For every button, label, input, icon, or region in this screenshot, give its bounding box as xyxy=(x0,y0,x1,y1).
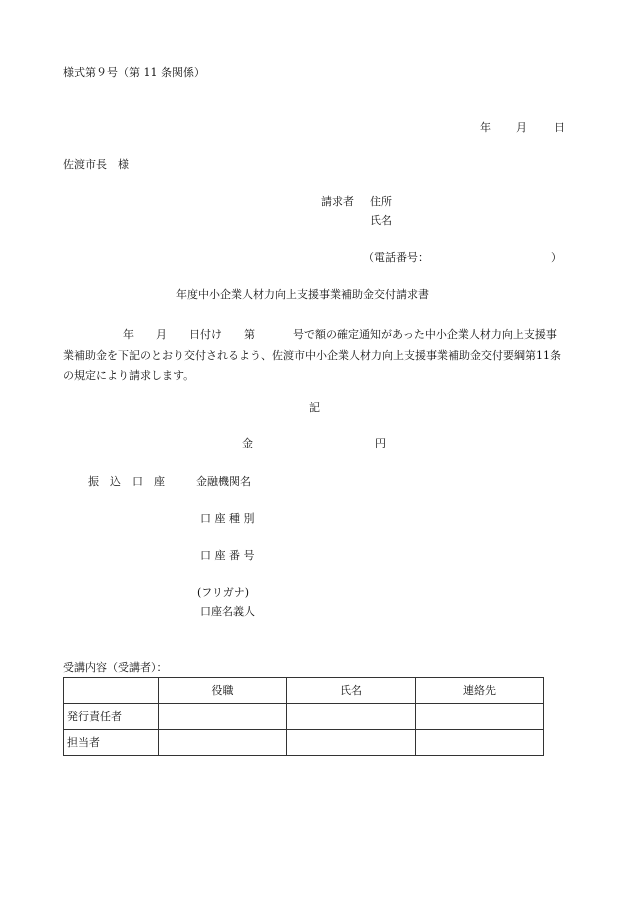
addressee: 佐渡市長 様 xyxy=(63,158,129,171)
form-number-label: 様式第９号（第 11 条関係） xyxy=(63,66,205,79)
header-cell-contact: 連絡先 xyxy=(416,678,544,704)
cell-position xyxy=(159,704,287,730)
bank-account-type-label: 口 座 種 別 xyxy=(200,512,255,525)
bank-furigana-label: (フリガナ) xyxy=(197,586,250,599)
header-cell-name: 氏名 xyxy=(287,678,416,704)
ki-heading: 記 xyxy=(309,401,320,414)
date-month-label: 月 xyxy=(516,121,527,134)
attendees-caption: 受講内容（受講者）： xyxy=(63,661,168,674)
bank-institution-label: 金融機関名 xyxy=(196,475,251,488)
table-row xyxy=(64,730,544,756)
applicant-address-label: 住所 xyxy=(370,195,392,208)
row-label-publisher: 発行責任者 xyxy=(64,704,159,730)
applicant-phone-close: ） xyxy=(551,251,562,264)
document-title: 年度中小企業人材力向上支援事業補助金交付請求書 xyxy=(176,288,429,301)
bank-transfer-heading: 振 込 口 座 xyxy=(88,475,165,488)
applicant-name-label: 氏名 xyxy=(370,214,392,227)
amount-label: 金 xyxy=(242,437,253,450)
amount-unit: 円 xyxy=(375,437,386,450)
cell-name xyxy=(287,730,416,756)
bank-holder-label: 口座名義人 xyxy=(200,605,255,618)
attendees-table xyxy=(63,677,544,756)
request-body-paragraph xyxy=(63,325,563,387)
date-day-label: 日 xyxy=(554,121,565,134)
cell-position xyxy=(159,730,287,756)
cell-name xyxy=(287,704,416,730)
header-cell-blank xyxy=(64,678,159,704)
header-cell-position: 役職 xyxy=(159,678,287,704)
body-year: 年 xyxy=(123,328,134,341)
table-row xyxy=(64,704,544,730)
body-dated: 日付け xyxy=(189,328,222,341)
applicant-label: 請求者 xyxy=(321,195,354,208)
row-label-person-in-charge: 担当者 xyxy=(64,730,159,756)
body-text: 号で額の確定通知があった中小企業人材力向上支援事業補助金を下記のとおり交付されるよう、佐渡市中小企業人材力向上支援事業補助金交付要綱第11条の規定により請求します。 xyxy=(63,328,561,382)
cell-contact xyxy=(416,704,544,730)
body-month: 月 xyxy=(156,328,167,341)
date-year-label: 年 xyxy=(480,121,491,134)
table-header-row xyxy=(64,678,544,704)
cell-contact xyxy=(416,730,544,756)
body-number-prefix: 第 xyxy=(244,328,255,341)
applicant-phone-label: （電話番号： xyxy=(363,251,429,264)
bank-account-number-label: 口 座 番 号 xyxy=(200,549,255,562)
